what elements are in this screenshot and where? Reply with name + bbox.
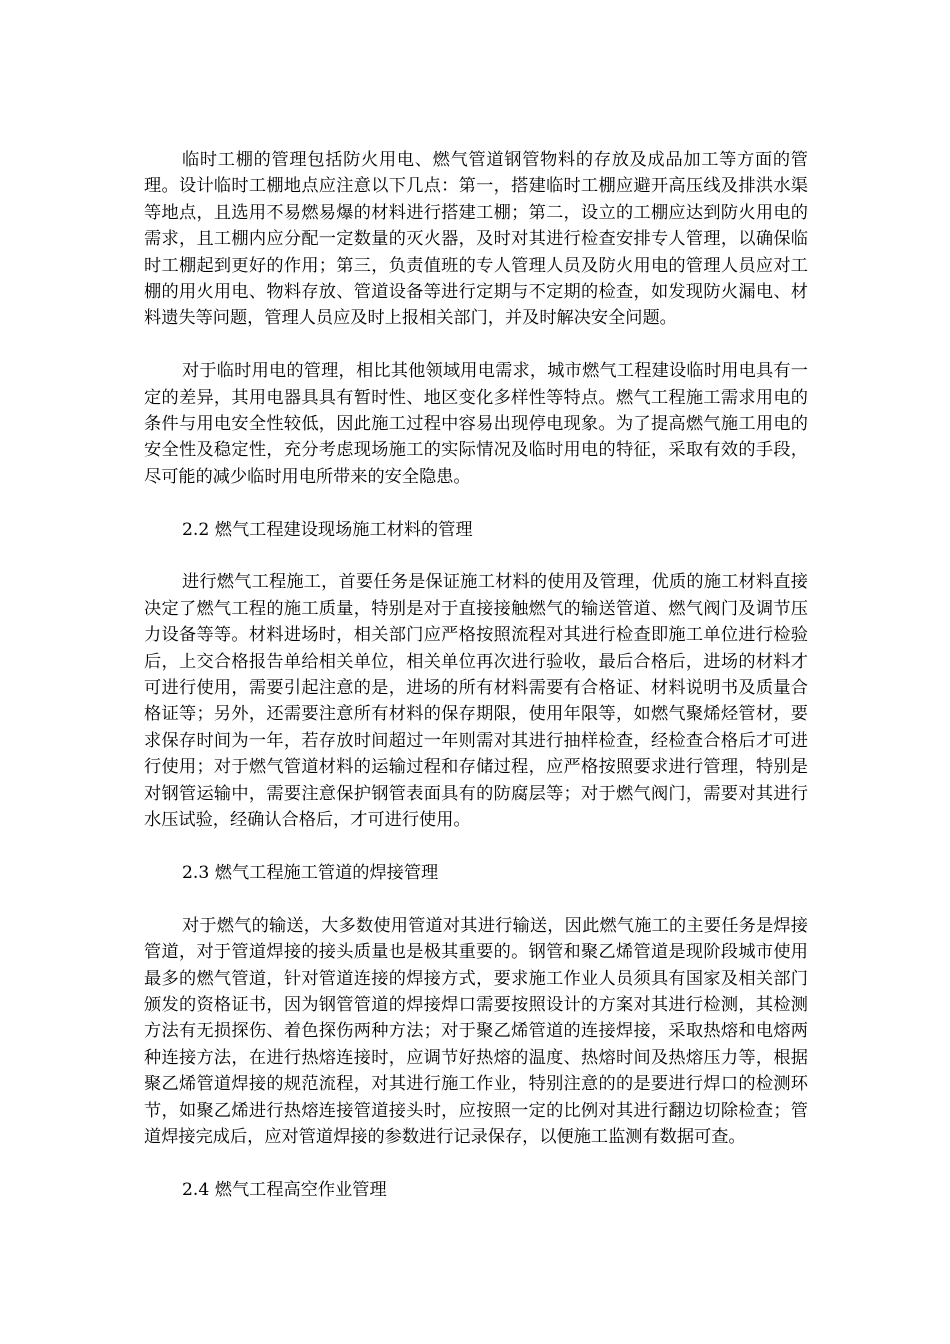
- paragraph-gap: [144, 886, 808, 912]
- document-page: [144, 147, 808, 1203]
- section-heading-2-4: 2.4 燃气工程高空作业管理: [182, 1179, 387, 1200]
- paragraph-materials: 进行燃气工程施工，首要任务是保证施工材料的使用及管理，优质的施工材料直接决定了燃气工程的施工质量，特别是对于直接接触燃气的输送管道、燃气阀门及调节压力设备等等。材料进场时，相关部门应严格按照流程对其进行检查即施工单位进行检验后，上交合格报告单给相关单位，相关单位再次进行验收，最后合格后，进场的材料才可进行使用，需要引起注意的是，进场的所有材料需要有合格证、材料说明书及质量合格证等；另外，还需要注意所有材料的保存期限，使用年限等，如燃气聚烯烃管材，要求保存时间为一年，若存放时间超过一年则需对其进行抽样检查，经检查合格后才可进行使用；对于燃气管道材料的运输过程和存储过程，应严格按照要求进行管理，特别是对钢管运输中，需要注意保护钢管表面具有的防腐层等；对于燃气阀门，需要对其进行水压试验，经确认合格后，才可进行使用。: [144, 572, 808, 831]
- section-heading-2-3: 2.3 燃气工程施工管道的焊接管理: [182, 862, 439, 883]
- paragraph-welding: 对于燃气的输送，大多数使用管道对其进行输送，因此燃气施工的主要任务是焊接管道，对于管道焊接的接头质量也是极其重要的。钢管和聚乙烯管道是现阶段城市使用最多的燃气管道，针对管道连接的焊接方式，要求施工作业人员须具有国家及相关部门颁发的资格证书，因为钢管管道的焊接焊口需要按照设计的方案对其进行检测，其检测方法有无损探伤、着色探伤两种方法；对于聚乙烯管道的连接焊接，采取热熔和电熔两种连接方法，在进行热熔连接时，应调节好热熔的温度、热熔时间及热熔压力等，根据聚乙烯管道焊接的规范流程，对其进行施工作业，特别注意的的是要进行焊口的检测环节，如聚乙烯进行热熔连接管道接头时，应按照一定的比例对其进行翻边切除检查；管道焊接完成后，应对管道焊接的参数进行记录保存，以便施工监测有数据可查。: [144, 915, 808, 1147]
- paragraph-gap: [144, 834, 808, 860]
- paragraph-gap: [144, 1150, 808, 1176]
- paragraph-gap: [144, 332, 808, 358]
- paragraph-gap: [144, 543, 808, 569]
- paragraph-temporary-power: 对于临时用电的管理，相比其他领域用电需求，城市燃气工程建设临时用电具有一定的差异，其用电器具具有暂时性、地区变化多样性等特点。燃气工程施工需求用电的条件与用电安全性较低，因此施工过程中容易出现停电现象。为了提高燃气施工用电的安全性及稳定性，充分考虑现场施工的实际情况及临时用电的特征，采取有效的手段，尽可能的减少临时用电所带来的安全隐患。: [144, 361, 808, 487]
- section-heading-2-2: 2.2 燃气工程建设现场施工材料的管理: [182, 519, 473, 540]
- paragraph-temporary-shed: 临时工棚的管理包括防火用电、燃气管道钢管物料的存放及成品加工等方面的管理。设计临时工棚地点应注意以下几点：第一，搭建临时工棚应避开高压线及排洪水渠等地点，且选用不易燃易爆的材料进行搭建工棚；第二，设立的工棚应达到防火用电的需求，且工棚内应分配一定数量的灭火器，及时对其进行检查安排专人管理，以确保临时工棚起到更好的作用；第三，负责值班的专人管理人员及防火用电的管理人员应对工棚的用火用电、物料存放、管道设备等进行定期与不定期的检查，如发现防火漏电、材料遗失等问题，管理人员应及时上报相关部门，并及时解决安全问题。: [144, 150, 808, 329]
- paragraph-gap: [144, 490, 808, 516]
